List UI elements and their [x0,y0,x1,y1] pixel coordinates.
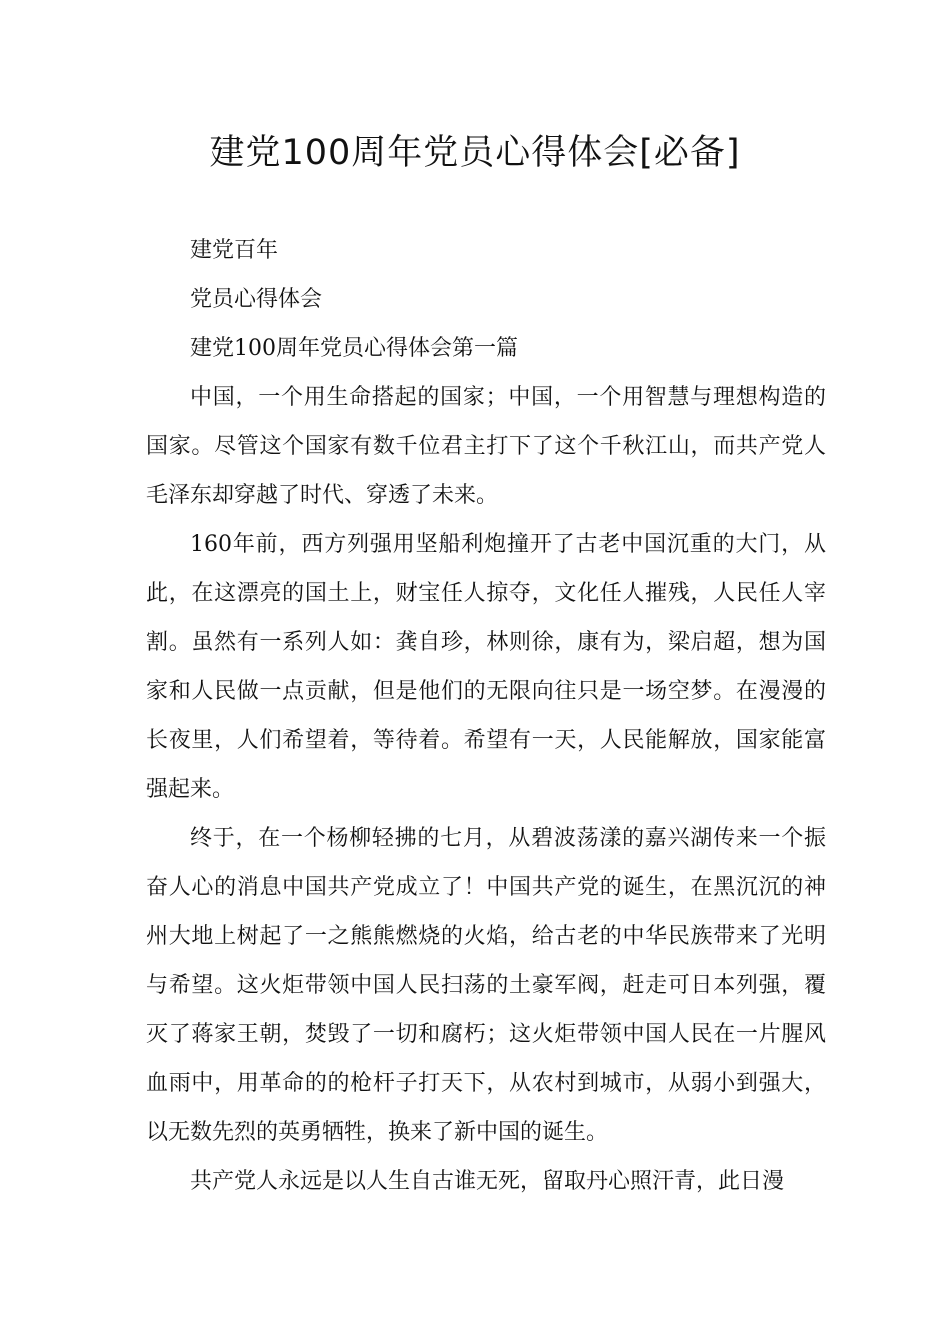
paragraph-heading-3: 建党100周年党员心得体会第一篇 [190,336,518,361]
paragraph-heading-2: 党员心得体会 [190,287,323,312]
paragraph: 终于，在一个杨柳轻拂的七月，从碧波荡漾的嘉兴湖传来一个振奋人心的消息中国共产党成立了！中国共产党的诞生，在黑沉沉的神州大地上树起了一之熊熊燃烧的火焰，给古老的中华民族带来了光明与希望。这火炬带领中国人民扫荡的土豪军阀，赶走可日本列强，覆灭了蒋家王朝，焚毁了一切和腐朽；这火炬带领中国人民在一片腥风血雨中，用革命的的枪杆子打天下，从农村到城市，从弱小到强大，以无数先烈的英勇牺牲，换来了新中国的诞生。 [146,826,826,1145]
paragraph-heading-1: 建党百年 [190,238,279,263]
document-body [146,226,826,1206]
paragraph: 中国，一个用生命搭起的国家；中国，一个用智慧与理想构造的国家。尽管这个国家有数千位君主打下了这个千秋江山，而共产党人毛泽东却穿越了时代、穿透了未来。 [146,385,826,508]
paragraph: 160年前，西方列强用坚船利炮撞开了古老中国沉重的大门，从此，在这漂亮的国土上，财宝任人掠夺，文化任人摧残，人民任人宰割。虽然有一系列人如：龚自珍，林则徐，康有为，梁启超，想为国家和人民做一点贡献，但是他们的无限向往只是一场空梦。在漫漫的长夜里，人们希望着，等待着。希望有一天，人民能解放，国家能富强起来。 [146,532,826,802]
document-title: 建党100周年党员心得体会[必备] [209,133,741,173]
paragraph: 共产党人永远是以人生自古谁无死，留取丹心照汗青，此日漫 [190,1169,785,1194]
